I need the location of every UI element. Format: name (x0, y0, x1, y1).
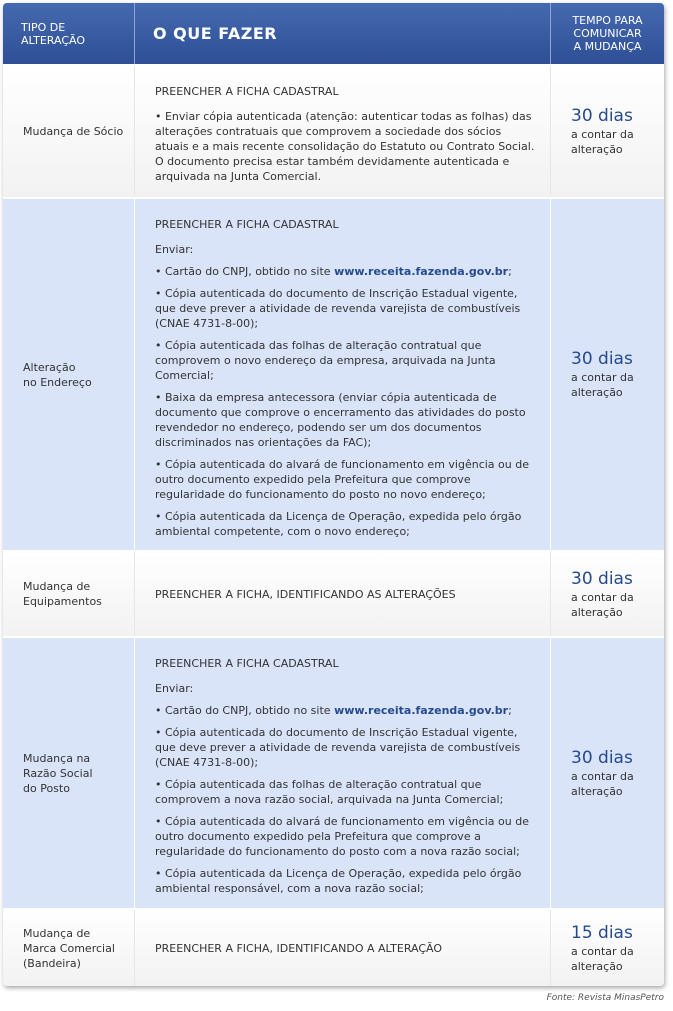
ficha-label: PREENCHER A FICHA, IDENTIFICANDO A ALTERAÇÃO (155, 941, 443, 955)
tipo-cell: Mudança de Sócio (23, 125, 124, 138)
enviar-label: Enviar: (155, 243, 194, 256)
cnpj-prefix: • Cartão do CNPJ, obtido no site (155, 704, 335, 717)
header-tipo: TIPO DE ALTERAÇÃO (21, 20, 86, 47)
list-item: • Cópia autenticada das folhas de alteração contratual que comprovem a nova razão social, arquivada na Junta Comercial; (155, 778, 504, 806)
list-item: • Enviar cópia autenticada (atenção: autenticar todas as folhas) das alterações contratuais que comprovem a sociedade dos sócios atuais e a mais recente consolidação do Estatuto ou Contrato Social. O documento precisa estar também devidamente autenticada e arquivada na Junta Comercial. (155, 110, 535, 183)
contar-label: a contar da alteração (571, 944, 634, 973)
tipo-cell: Mudança de Equipamentos (23, 580, 102, 608)
list-item: • Cópia autenticada do documento de Inscrição Estadual vigente, que deve prever a atividade de revenda varejista de combustíveis (CNAE 4731-8-00); (155, 287, 521, 330)
list-item: • Cópia autenticada do alvará de funcionamento em vigência ou de outro documento expedido pela Prefeitura que comprove regularidade do funcionamento do posto no novo endereço; (155, 458, 529, 501)
receita-link[interactable]: www.receita.fazenda.gov.br (334, 265, 509, 278)
dias-value: 15 dias (571, 922, 633, 943)
table-row (3, 550, 664, 636)
cnpj-suffix: ; (508, 704, 512, 717)
table-row (3, 197, 664, 550)
list-item (155, 264, 536, 279)
ficha-label: PREENCHER A FICHA CADASTRAL (155, 218, 339, 231)
o-que-fazer-cell (134, 638, 551, 908)
table-header (3, 3, 664, 64)
o-que-fazer-cell (134, 910, 551, 986)
dias-value: 30 dias (571, 106, 633, 126)
tempo-cell (551, 910, 664, 986)
header-tempo: TEMPO PARA COMUNICAR A MUDANÇA (572, 14, 643, 53)
o-que-fazer-cell (134, 199, 551, 550)
tipo-cell: Mudança de Marca Comercial (Bandeira) (23, 926, 115, 970)
o-que-fazer-cell (134, 552, 551, 636)
header-o-que-fazer: O QUE FAZER (134, 3, 551, 64)
list-item: • Baixa da empresa antecessora (enviar cópia autenticada de documento que comprove o encerramento das atividades do posto revendedor no endereço, podendo ser um dos documentos discriminados nas orientações da FAC); (155, 391, 526, 449)
list-item (155, 703, 536, 718)
o-que-fazer-cell (134, 66, 551, 197)
ficha-label: PREENCHER A FICHA, IDENTIFICANDO AS ALTERAÇÕES (155, 587, 456, 601)
contar-label: a contar da alteração (571, 590, 634, 619)
table-row (3, 908, 664, 986)
tempo-cell (551, 66, 664, 197)
list-item: • Cópia autenticada do alvará de funcionamento em vigência ou de outro documento expedido pela Prefeitura que comprove a regularidade do funcionamento do posto com a nova razão social; (155, 815, 529, 858)
dias-value: 30 dias (571, 349, 633, 369)
tipo-cell: Mudança na Razão Social do Posto (23, 751, 93, 795)
changes-table (3, 3, 664, 986)
tempo-cell (551, 552, 664, 636)
cnpj-suffix: ; (508, 265, 512, 278)
tempo-cell (551, 638, 664, 908)
list-item: • Cópia autenticada das folhas de alteração contratual que comprovem o novo endereço da empresa, arquivada na Junta Comercial; (155, 339, 496, 382)
contar-label: a contar da alteração (571, 769, 634, 798)
contar-label: a contar da alteração (571, 371, 634, 399)
tipo-cell: Alteração no Endereço (23, 360, 92, 389)
source-credit: Fonte: Revista MinasPetro (546, 993, 664, 1003)
dias-value: 30 dias (571, 747, 633, 768)
dias-value: 30 dias (571, 568, 633, 589)
ficha-label: PREENCHER A FICHA CADASTRAL (155, 85, 339, 98)
table-row (3, 64, 664, 197)
list-item: • Cópia autenticada da Licença de Operação, expedida pelo órgão ambiental competente, com o novo endereço; (155, 510, 522, 538)
table-row (3, 636, 664, 908)
contar-label: a contar da alteração (571, 128, 634, 156)
list-item: • Cópia autenticada do documento de Inscrição Estadual vigente, que deve prever a atividade de revenda varejista de combustíveis (CNAE 4731-8-00); (155, 726, 521, 769)
tempo-cell (551, 199, 664, 550)
enviar-label: Enviar: (155, 682, 194, 695)
cnpj-prefix: • Cartão do CNPJ, obtido no site (155, 265, 335, 278)
receita-link[interactable]: www.receita.fazenda.gov.br (334, 704, 509, 717)
list-item: • Cópia autenticada da Licença de Operação, expedida pelo órgão ambiental responsável, com a nova razão social; (155, 867, 522, 895)
ficha-label: PREENCHER A FICHA CADASTRAL (155, 657, 339, 670)
